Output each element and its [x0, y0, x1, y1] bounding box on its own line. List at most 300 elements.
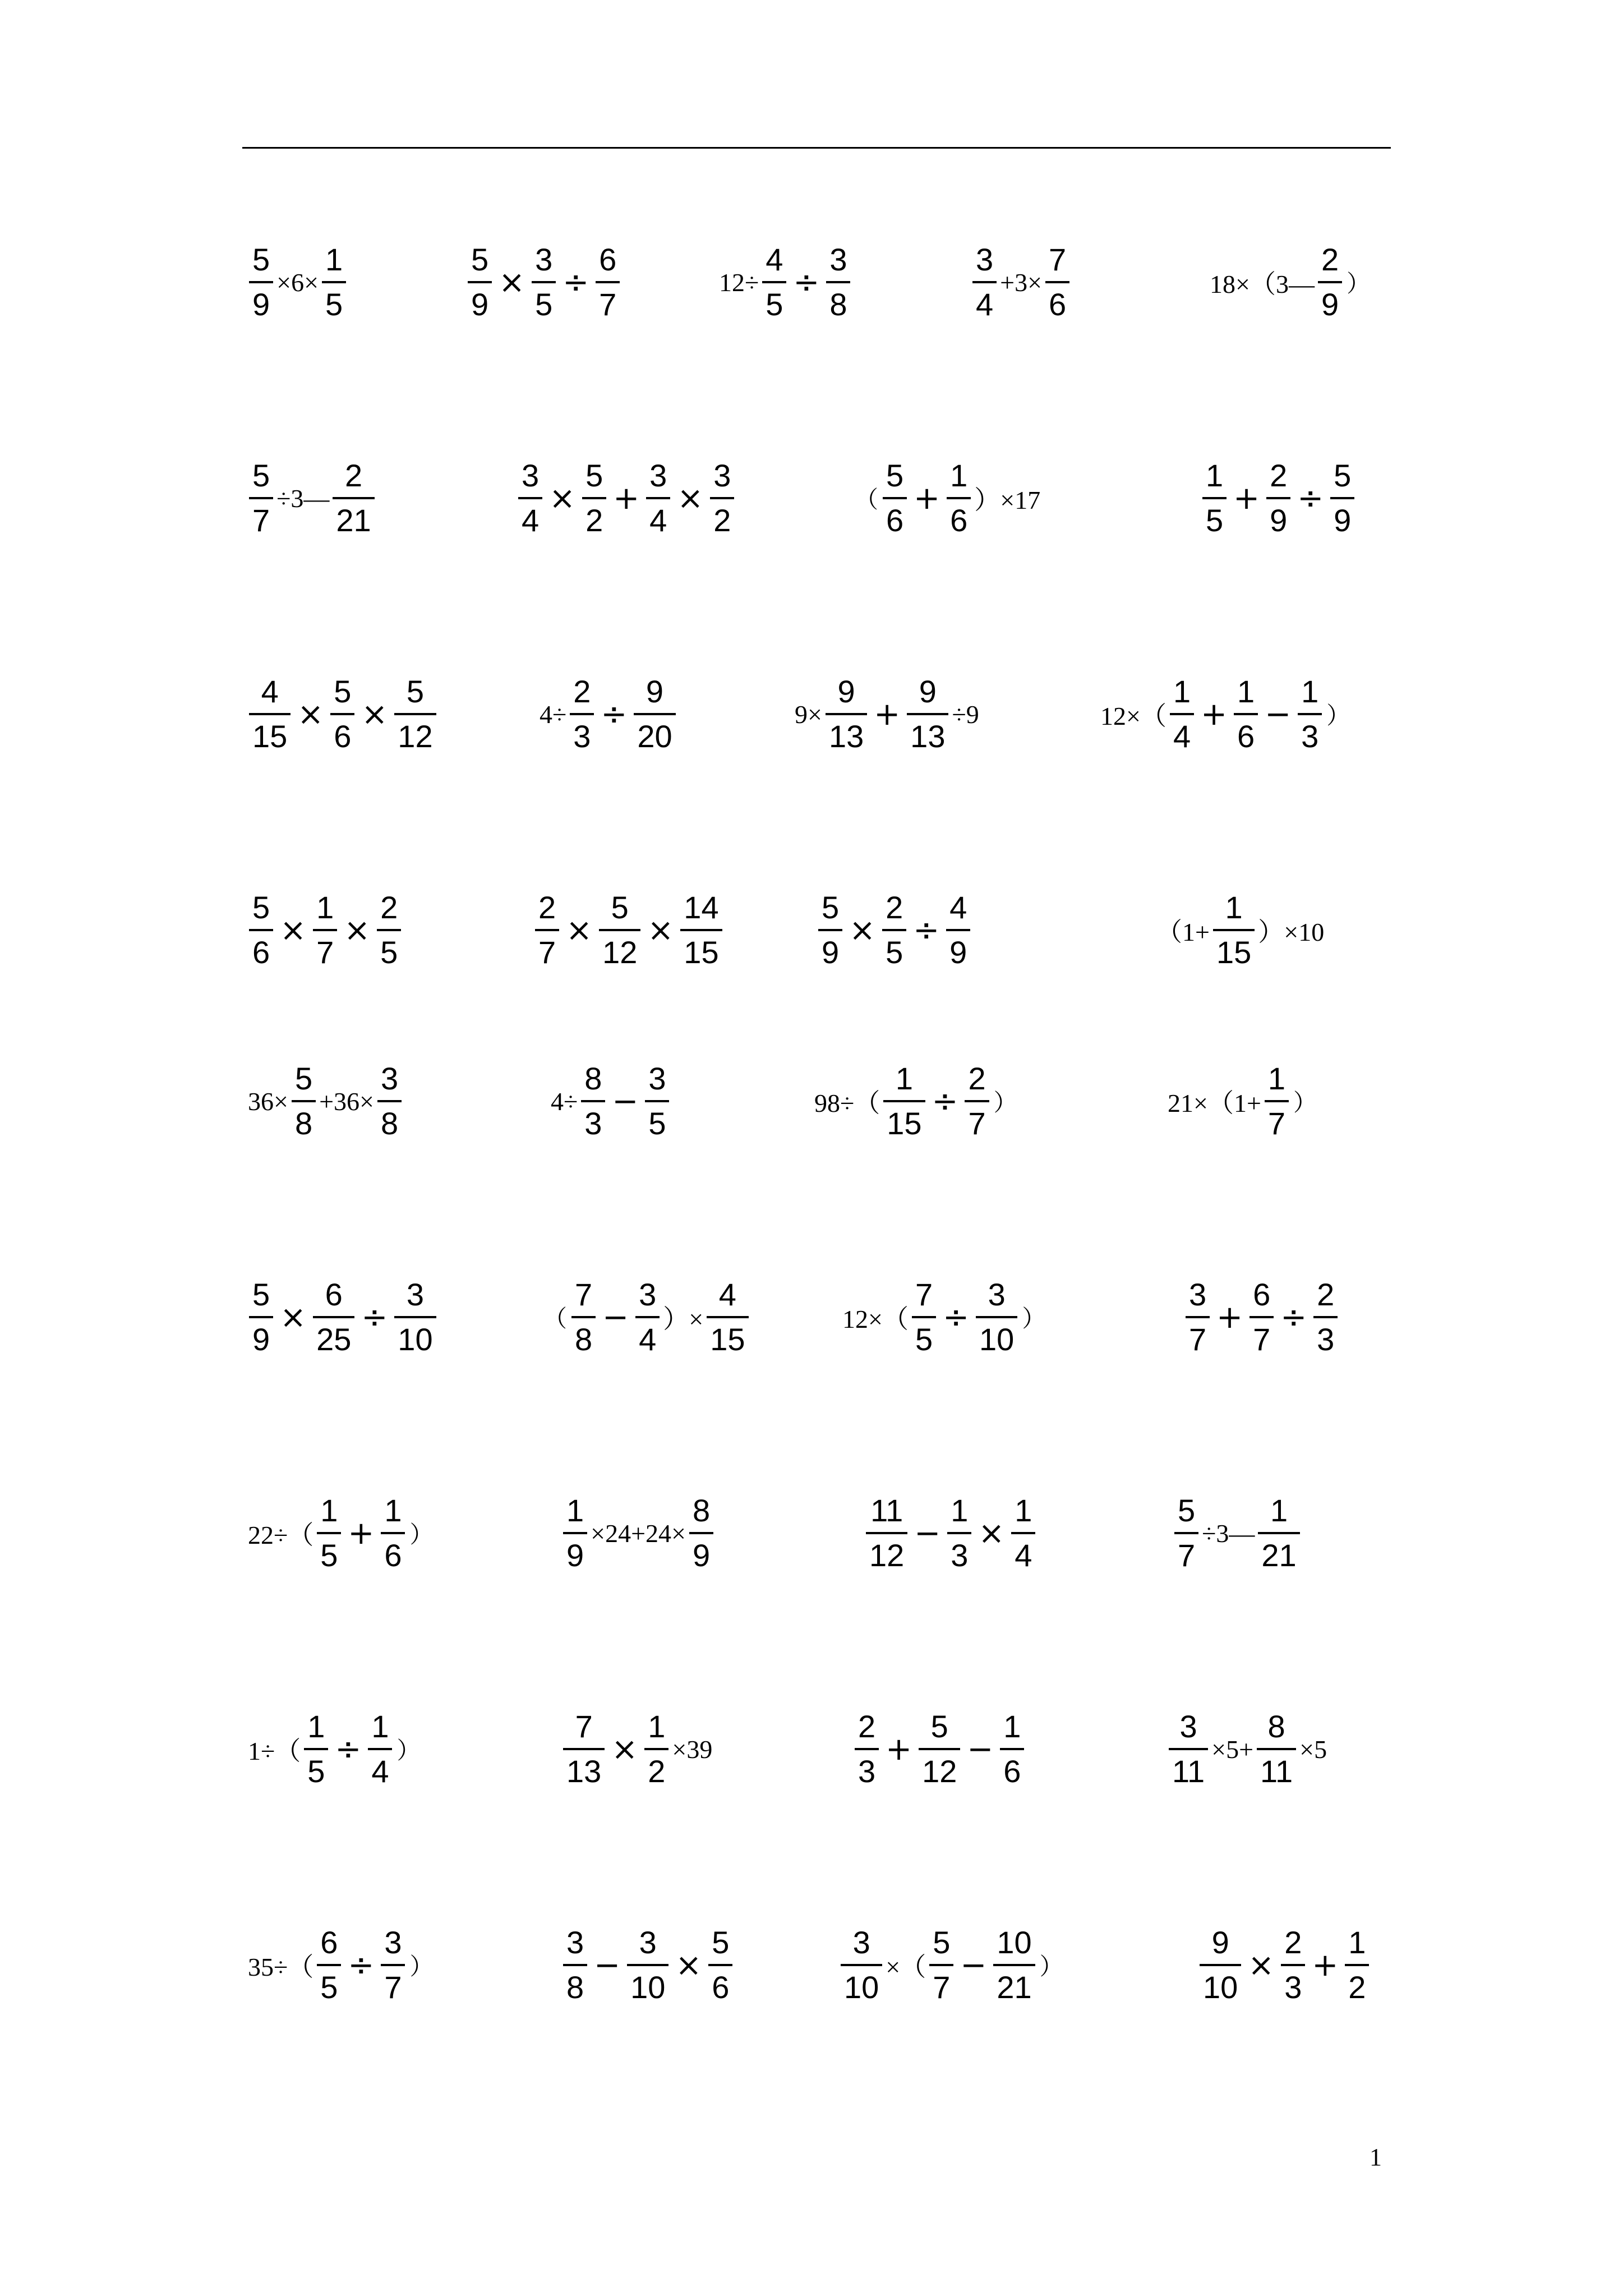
fraction-numerator: 1: [325, 242, 343, 277]
fraction: [1170, 676, 1194, 752]
fraction: [249, 676, 291, 752]
fraction-numerator: 10: [997, 1925, 1032, 1960]
fraction-denominator: 2: [585, 503, 603, 538]
fraction: [317, 1927, 341, 2003]
fraction-numerator: 1: [1206, 458, 1224, 493]
fraction-denominator: 25: [316, 1322, 352, 1357]
math-problem: [516, 460, 736, 536]
fraction: [1045, 244, 1069, 320]
fraction-denominator: 6: [252, 935, 270, 970]
fraction-numerator: 1: [1348, 1925, 1366, 1960]
fraction-denominator: 3: [858, 1754, 876, 1789]
fraction: [1265, 1063, 1289, 1139]
operator: −: [967, 1731, 994, 1768]
fraction: [710, 460, 734, 536]
expression-text: （: [543, 1306, 568, 1332]
operator: ×: [361, 696, 388, 733]
expression-text: 12÷: [719, 268, 759, 297]
math-problem: [816, 892, 972, 968]
fraction-numerator: 1: [1237, 674, 1255, 709]
fraction-denominator: 3: [1301, 719, 1319, 754]
math-problem: [1200, 460, 1357, 536]
operator: ×: [849, 912, 876, 949]
fraction-denominator: 2: [713, 503, 731, 538]
fraction-numerator: 4: [261, 674, 279, 709]
fraction-numerator: 5: [1178, 1493, 1196, 1528]
fraction: [381, 1495, 405, 1571]
math-problem: [561, 1495, 716, 1571]
fraction-denominator: 9: [692, 1538, 711, 1573]
fraction-denominator: 10: [398, 1322, 433, 1357]
operator: +: [613, 480, 640, 517]
fraction: [582, 460, 606, 536]
fraction: [919, 1711, 960, 1787]
expression-text: ×24+24×: [591, 1519, 686, 1548]
expression-text: +36×: [319, 1087, 374, 1116]
fraction: [866, 1495, 907, 1571]
fraction: [330, 676, 354, 752]
fraction-numerator: 5: [252, 1277, 270, 1312]
fraction-numerator: 3: [406, 1277, 425, 1312]
expression-text: ×5: [1299, 1734, 1327, 1764]
fraction-numerator: 5: [585, 458, 603, 493]
expression-text: ）×17: [974, 486, 1041, 514]
math-problem: [970, 244, 1072, 320]
operator: −: [594, 1947, 621, 1984]
fraction-denominator: 6: [712, 1970, 730, 2005]
fraction-denominator: 8: [381, 1106, 399, 1141]
fraction: [883, 1063, 925, 1139]
fraction-denominator: 5: [1206, 503, 1224, 538]
fraction-numerator: 5: [1334, 458, 1352, 493]
operator: −: [914, 1515, 941, 1552]
fraction-numerator: 8: [584, 1061, 602, 1096]
fraction-numerator: 3: [852, 1925, 870, 1960]
math-problem: [841, 1279, 1048, 1355]
operator: ×: [978, 1515, 1005, 1552]
fraction: [535, 892, 559, 968]
fraction: [646, 460, 670, 536]
fraction-numerator: 5: [406, 674, 425, 709]
math-problem: [1166, 1063, 1319, 1139]
fraction-numerator: 3: [649, 458, 667, 493]
fraction-numerator: 3: [566, 1925, 584, 1960]
fraction: [249, 1279, 273, 1355]
fraction-numerator: 4: [766, 242, 783, 277]
fraction-numerator: 2: [1317, 1277, 1335, 1312]
fraction-denominator: 7: [968, 1106, 986, 1141]
fraction-numerator: 1: [1003, 1709, 1021, 1744]
math-problem: [813, 1063, 1020, 1139]
fraction-numerator: 3: [829, 242, 847, 277]
fraction: [249, 460, 273, 536]
math-problem: [247, 1927, 436, 2003]
operator: ×: [549, 480, 576, 517]
expression-text: 35÷（: [248, 1953, 314, 1981]
fraction-denominator: 2: [648, 1754, 666, 1789]
fraction: [929, 1927, 953, 2003]
expression-text: 21×（1+: [1168, 1089, 1261, 1117]
fraction: [627, 1927, 668, 2003]
fraction: [976, 1279, 1017, 1355]
fraction-numerator: 3: [535, 242, 553, 277]
fraction-denominator: 15: [1216, 935, 1252, 970]
fraction-numerator: 5: [933, 1925, 951, 1960]
fraction-denominator: 12: [602, 935, 638, 970]
fraction: [563, 1495, 587, 1571]
fraction: [1281, 1927, 1305, 2003]
expression-text: ）: [1347, 272, 1371, 297]
fraction: [377, 892, 401, 968]
operator: ÷: [943, 1299, 970, 1336]
fraction-denominator: 12: [398, 719, 433, 754]
fraction-denominator: 4: [649, 503, 667, 538]
fraction-denominator: 7: [538, 935, 556, 970]
expression-text: 22÷（: [248, 1521, 314, 1549]
fraction-denominator: 9: [1321, 287, 1339, 322]
fraction-denominator: 21: [1261, 1538, 1297, 1573]
fraction-denominator: 13: [828, 719, 864, 754]
fraction-numerator: 3: [976, 242, 994, 277]
operator: −: [612, 1083, 639, 1120]
fraction: [292, 1063, 316, 1139]
expression-text: ×（: [886, 1953, 926, 1981]
fraction-numerator: 3: [988, 1277, 1006, 1312]
expression-text: ）: [396, 1738, 421, 1764]
math-problem: [247, 1063, 404, 1139]
math-problem: [541, 1279, 751, 1355]
math-problem: [1183, 1279, 1340, 1355]
fraction-numerator: 2: [886, 890, 903, 925]
fraction-numerator: 3: [639, 1925, 657, 1960]
operator: ÷: [913, 912, 940, 949]
math-problem: [465, 244, 622, 320]
expression-text: 1÷（: [248, 1737, 301, 1765]
fraction: [394, 676, 436, 752]
fraction-denominator: 5: [320, 1538, 338, 1573]
operator: ÷: [601, 696, 628, 733]
fraction-denominator: 6: [950, 503, 968, 538]
fraction-numerator: 4: [949, 890, 967, 925]
fraction: [1257, 1711, 1296, 1787]
fraction: [818, 892, 842, 968]
fraction-numerator: 1: [895, 1061, 913, 1096]
fraction-numerator: 5: [822, 890, 840, 925]
fraction: [1258, 1495, 1299, 1571]
fraction-numerator: 5: [334, 674, 352, 709]
fraction: [1234, 676, 1258, 752]
fraction-numerator: 5: [294, 1061, 313, 1096]
fraction: [972, 244, 997, 320]
fraction-denominator: 6: [334, 719, 352, 754]
fraction: [947, 1495, 971, 1571]
fraction-denominator: 12: [922, 1754, 957, 1789]
fraction: [965, 1063, 989, 1139]
math-problem: [1197, 1927, 1371, 2003]
operator: ×: [280, 912, 307, 949]
fraction-denominator: 12: [869, 1538, 905, 1573]
expression-text: （1+: [1156, 918, 1210, 946]
fraction-denominator: 10: [844, 1970, 879, 2005]
operator: ×: [499, 264, 525, 301]
fraction: [826, 244, 850, 320]
fraction: [313, 1279, 354, 1355]
operator: ÷: [793, 264, 820, 301]
operator: ÷: [562, 264, 589, 301]
fraction-numerator: 7: [575, 1277, 593, 1312]
operator: ×: [344, 912, 371, 949]
math-problem: [538, 676, 678, 752]
fraction-numerator: 6: [325, 1277, 343, 1312]
fraction-denominator: 4: [639, 1322, 657, 1357]
fraction: [855, 1711, 879, 1787]
fraction-denominator: 4: [371, 1754, 389, 1789]
fraction-numerator: 8: [692, 1493, 711, 1528]
operator: +: [874, 696, 901, 733]
fraction: [707, 1279, 748, 1355]
fraction-numerator: 2: [344, 458, 363, 493]
fraction-denominator: 7: [933, 1970, 951, 2005]
math-problem: [718, 244, 852, 320]
math-problem: [247, 1279, 439, 1355]
math-problem: [550, 1063, 671, 1139]
fraction: [333, 460, 374, 536]
math-problem: [838, 1927, 1066, 2003]
fraction-denominator: 8: [575, 1322, 593, 1357]
fraction: [249, 244, 273, 320]
fraction-denominator: 6: [1003, 1754, 1021, 1789]
fraction-denominator: 5: [307, 1754, 325, 1789]
expression-text: ÷3—: [1202, 1519, 1255, 1548]
fraction: [841, 1927, 882, 2003]
operator: ÷: [1280, 1299, 1307, 1336]
fraction-denominator: 7: [1253, 1322, 1271, 1357]
fraction-denominator: 6: [1237, 719, 1255, 754]
fraction: [946, 892, 970, 968]
fraction: [581, 1063, 605, 1139]
fraction-numerator: 2: [1270, 458, 1288, 493]
expression-text: ）×10: [1258, 918, 1325, 946]
operator: ÷: [932, 1083, 958, 1120]
fraction-numerator: 3: [713, 458, 731, 493]
fraction-denominator: 21: [997, 1970, 1032, 2005]
math-problem: [247, 676, 439, 752]
fraction-numerator: 6: [1253, 1277, 1271, 1312]
fraction-numerator: 9: [837, 674, 855, 709]
fraction: [883, 460, 907, 536]
fraction-numerator: 3: [384, 1925, 402, 1960]
operator: +: [1201, 696, 1228, 733]
fraction-denominator: 20: [637, 719, 672, 754]
operator: +: [1312, 1947, 1339, 1984]
fraction-denominator: 6: [384, 1538, 402, 1573]
fraction-denominator: 7: [599, 287, 617, 322]
fraction: [912, 1279, 936, 1355]
fraction: [644, 1711, 668, 1787]
fraction-denominator: 5: [886, 935, 903, 970]
fraction-numerator: 9: [645, 674, 664, 709]
fraction-numerator: 3: [648, 1061, 666, 1096]
fraction-numerator: 7: [575, 1709, 593, 1744]
fraction-denominator: 7: [384, 1970, 402, 2005]
fraction-numerator: 1: [320, 1493, 338, 1528]
fraction: [1249, 1279, 1274, 1355]
fraction-numerator: 2: [1284, 1925, 1302, 1960]
operator: −: [1265, 696, 1292, 733]
fraction-numerator: 6: [320, 1925, 338, 1960]
fraction-denominator: 15: [684, 935, 719, 970]
fraction-numerator: 5: [252, 458, 270, 493]
expression-text: ）: [1022, 1306, 1046, 1332]
expression-text: ）: [409, 1954, 434, 1980]
fraction-denominator: 4: [976, 287, 994, 322]
expression-text: ）: [1326, 703, 1350, 729]
fraction: [1000, 1711, 1024, 1787]
expression-text: （: [855, 487, 879, 513]
math-problem: [864, 1495, 1038, 1571]
operator: +: [1216, 1299, 1243, 1336]
expression-text: ×6×: [276, 268, 319, 297]
fraction-numerator: 5: [252, 242, 270, 277]
fraction-numerator: 7: [1049, 242, 1067, 277]
fraction: [1200, 1927, 1241, 2003]
fraction-denominator: 8: [294, 1106, 313, 1141]
operator: ×: [677, 480, 704, 517]
fraction-numerator: 1: [384, 1493, 402, 1528]
fraction: [596, 244, 620, 320]
fraction-denominator: 10: [979, 1322, 1015, 1357]
fraction: [1213, 892, 1255, 968]
fraction-numerator: 4: [718, 1277, 736, 1312]
fraction-numerator: 1: [950, 458, 968, 493]
fraction: [1318, 244, 1342, 320]
fraction-numerator: 1: [566, 1493, 584, 1528]
fraction: [468, 244, 492, 320]
math-problem: [247, 460, 377, 536]
fraction-numerator: 3: [522, 458, 540, 493]
operator: −: [602, 1299, 629, 1336]
fraction: [1202, 460, 1227, 536]
fraction-denominator: 9: [1270, 503, 1288, 538]
fraction-denominator: 7: [1189, 1322, 1207, 1357]
fraction-denominator: 5: [320, 1970, 338, 2005]
fraction: [1330, 460, 1354, 536]
fraction-numerator: 6: [599, 242, 617, 277]
fraction-numerator: 5: [252, 890, 270, 925]
expression-text: ÷9: [952, 700, 979, 729]
math-problem: [1209, 244, 1372, 320]
expression-text: ）×: [663, 1305, 704, 1333]
operator: ×: [1248, 1947, 1275, 1984]
fraction-denominator: 8: [829, 287, 847, 322]
fraction-numerator: 5: [471, 242, 489, 277]
header-rule: [242, 147, 1391, 149]
operator: +: [348, 1515, 375, 1552]
fraction-numerator: 5: [886, 458, 904, 493]
fraction-numerator: 3: [381, 1061, 399, 1096]
fraction-numerator: 1: [1267, 1061, 1286, 1096]
expression-text: 12×（: [1100, 702, 1166, 730]
operator: ×: [647, 912, 674, 949]
fraction-numerator: 5: [611, 890, 629, 925]
fraction-denominator: 13: [910, 719, 946, 754]
math-problem: [247, 892, 403, 968]
expression-text: ）: [1039, 1954, 1063, 1980]
expression-text: 4÷: [551, 1087, 578, 1116]
expression-text: +3×: [1000, 268, 1043, 297]
fraction: [563, 1927, 587, 2003]
fraction-denominator: 2: [1348, 1970, 1366, 2005]
math-problem: [1099, 676, 1352, 752]
expression-text: ）: [993, 1091, 1017, 1116]
fraction: [304, 1711, 328, 1787]
fraction: [762, 244, 786, 320]
math-problem: [1172, 1495, 1302, 1571]
fraction-denominator: 6: [886, 503, 904, 538]
fraction-numerator: 14: [684, 890, 719, 925]
fraction-denominator: 3: [584, 1106, 602, 1141]
fraction: [377, 1063, 402, 1139]
fraction-denominator: 7: [1267, 1106, 1286, 1141]
math-problem: [247, 1495, 436, 1571]
fraction-denominator: 4: [1173, 719, 1191, 754]
fraction-numerator: 5: [930, 1709, 948, 1744]
fraction-denominator: 7: [316, 935, 334, 970]
fraction-numerator: 1: [307, 1709, 325, 1744]
operator: ×: [566, 912, 593, 949]
fraction: [317, 1495, 341, 1571]
fraction: [322, 244, 346, 320]
fraction-numerator: 1: [1173, 674, 1191, 709]
fraction: [570, 676, 594, 752]
expression-text: ）: [409, 1522, 434, 1548]
expression-text: 36×: [248, 1087, 288, 1116]
expression-text: ×5+: [1211, 1734, 1254, 1764]
expression-text: 4÷: [540, 700, 567, 729]
fraction: [249, 892, 273, 968]
fraction-denominator: 21: [336, 503, 371, 538]
fraction-numerator: 8: [1267, 1709, 1285, 1744]
fraction-denominator: 3: [573, 719, 591, 754]
fraction: [1266, 460, 1290, 536]
fraction-denominator: 15: [887, 1106, 922, 1141]
operator: −: [960, 1947, 987, 1984]
fraction-denominator: 3: [1317, 1322, 1335, 1357]
math-problem: [247, 244, 348, 320]
fraction: [313, 892, 337, 968]
operator: ÷: [348, 1947, 375, 1984]
operator: +: [914, 480, 940, 517]
fraction: [368, 1711, 392, 1787]
fraction-denominator: 9: [252, 287, 270, 322]
fraction-numerator: 5: [712, 1925, 730, 1960]
operator: ×: [297, 696, 324, 733]
fraction-denominator: 5: [380, 935, 398, 970]
expression-text: 18×（3—: [1210, 270, 1315, 298]
fraction-denominator: 4: [522, 503, 540, 538]
expression-text: 98÷（: [814, 1089, 880, 1117]
operator: ÷: [335, 1731, 362, 1768]
fraction-denominator: 15: [252, 719, 288, 754]
fraction: [1345, 1927, 1369, 2003]
fraction-numerator: 3: [1189, 1277, 1207, 1312]
fraction-denominator: 11: [1260, 1754, 1293, 1789]
fraction: [645, 1063, 669, 1139]
fraction-numerator: 1: [316, 890, 334, 925]
fraction: [1011, 1495, 1035, 1571]
fraction: [708, 1927, 732, 2003]
math-problem: [533, 892, 725, 968]
